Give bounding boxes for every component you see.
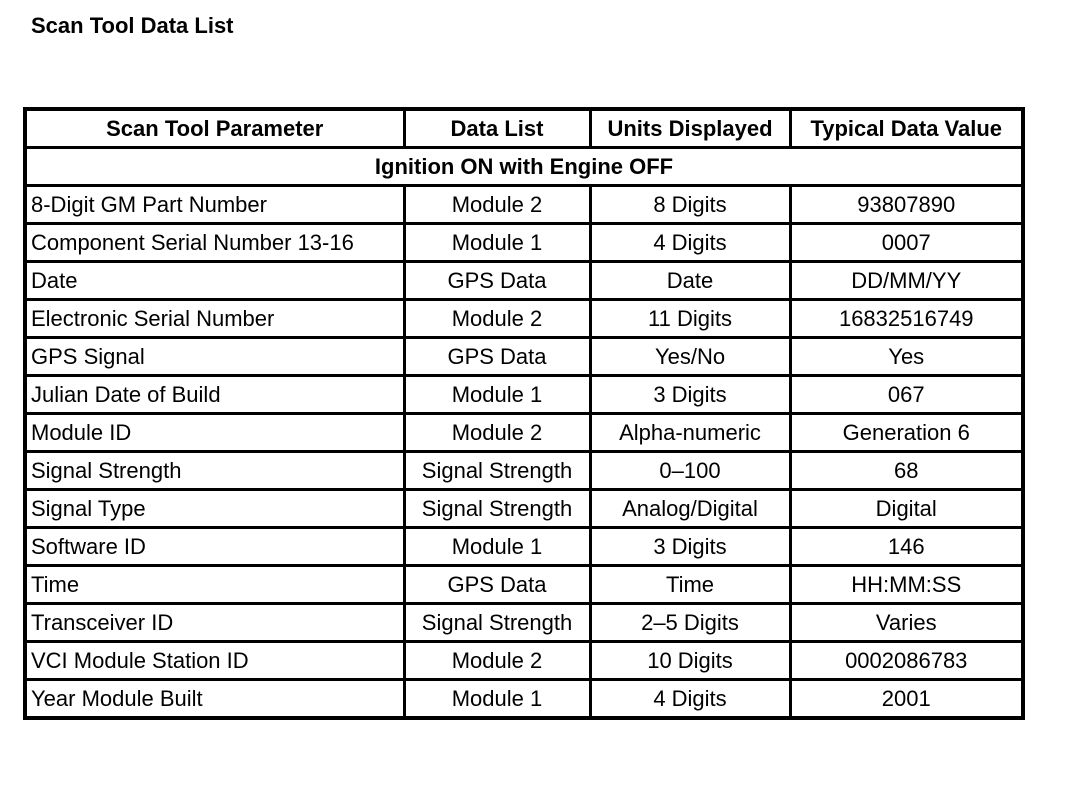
cell-data-list: Signal Strength [404, 604, 590, 642]
table-row [25, 186, 1023, 224]
table-row [25, 566, 1023, 604]
table-header-row [25, 109, 1023, 148]
header-typical-data-value: Typical Data Value [790, 109, 1023, 148]
table-row [25, 452, 1023, 490]
cell-typical-value: Varies [790, 604, 1023, 642]
cell-parameter: Software ID [25, 528, 404, 566]
cell-parameter: 8-Digit GM Part Number [25, 186, 404, 224]
cell-parameter: Component Serial Number 13-16 [25, 224, 404, 262]
header-scan-tool-parameter: Scan Tool Parameter [25, 109, 404, 148]
cell-data-list: Module 1 [404, 680, 590, 719]
cell-typical-value: 68 [790, 452, 1023, 490]
cell-data-list: Module 2 [404, 186, 590, 224]
cell-units: Yes/No [590, 338, 790, 376]
table-row [25, 642, 1023, 680]
header-data-list: Data List [404, 109, 590, 148]
table-row [25, 262, 1023, 300]
cell-typical-value: DD/MM/YY [790, 262, 1023, 300]
cell-data-list: Module 1 [404, 528, 590, 566]
cell-typical-value: 067 [790, 376, 1023, 414]
cell-typical-value: Generation 6 [790, 414, 1023, 452]
cell-data-list: Signal Strength [404, 452, 590, 490]
cell-typical-value: 0002086783 [790, 642, 1023, 680]
cell-data-list: Module 2 [404, 414, 590, 452]
cell-units: 3 Digits [590, 376, 790, 414]
cell-parameter: GPS Signal [25, 338, 404, 376]
cell-data-list: Module 1 [404, 224, 590, 262]
scan-tool-data-table [23, 107, 1025, 720]
table-row [25, 680, 1023, 719]
cell-typical-value: 2001 [790, 680, 1023, 719]
cell-units: 0–100 [590, 452, 790, 490]
cell-parameter: Date [25, 262, 404, 300]
document-title: Scan Tool Data List [31, 13, 234, 38]
cell-parameter: Time [25, 566, 404, 604]
cell-units: Alpha-numeric [590, 414, 790, 452]
header-units-displayed: Units Displayed [590, 109, 790, 148]
cell-parameter: Julian Date of Build [25, 376, 404, 414]
cell-typical-value: 93807890 [790, 186, 1023, 224]
cell-data-list: Module 2 [404, 300, 590, 338]
cell-typical-value: Yes [790, 338, 1023, 376]
cell-units: 11 Digits [590, 300, 790, 338]
cell-data-list: Module 1 [404, 376, 590, 414]
cell-data-list: GPS Data [404, 338, 590, 376]
cell-typical-value: Digital [790, 490, 1023, 528]
cell-units: Date [590, 262, 790, 300]
table-row [25, 528, 1023, 566]
cell-data-list: Module 2 [404, 642, 590, 680]
cell-parameter: VCI Module Station ID [25, 642, 404, 680]
cell-data-list: GPS Data [404, 262, 590, 300]
cell-typical-value: 0007 [790, 224, 1023, 262]
table-row [25, 300, 1023, 338]
cell-typical-value: 16832516749 [790, 300, 1023, 338]
table-row [25, 604, 1023, 642]
cell-parameter: Electronic Serial Number [25, 300, 404, 338]
cell-units: 8 Digits [590, 186, 790, 224]
cell-units: Analog/Digital [590, 490, 790, 528]
cell-units: 4 Digits [590, 224, 790, 262]
cell-units: 4 Digits [590, 680, 790, 719]
cell-data-list: GPS Data [404, 566, 590, 604]
cell-data-list: Signal Strength [404, 490, 590, 528]
table-body [25, 148, 1023, 719]
cell-units: 2–5 Digits [590, 604, 790, 642]
cell-typical-value: 146 [790, 528, 1023, 566]
cell-typical-value: HH:MM:SS [790, 566, 1023, 604]
table-row [25, 376, 1023, 414]
section-label: Ignition ON with Engine OFF [25, 148, 1023, 186]
table-row [25, 490, 1023, 528]
cell-units: 3 Digits [590, 528, 790, 566]
cell-parameter: Transceiver ID [25, 604, 404, 642]
cell-parameter: Signal Strength [25, 452, 404, 490]
cell-parameter: Year Module Built [25, 680, 404, 719]
table-row [25, 414, 1023, 452]
cell-units: 10 Digits [590, 642, 790, 680]
cell-parameter: Signal Type [25, 490, 404, 528]
cell-parameter: Module ID [25, 414, 404, 452]
table-row [25, 338, 1023, 376]
table-row [25, 224, 1023, 262]
cell-units: Time [590, 566, 790, 604]
section-row [25, 148, 1023, 186]
